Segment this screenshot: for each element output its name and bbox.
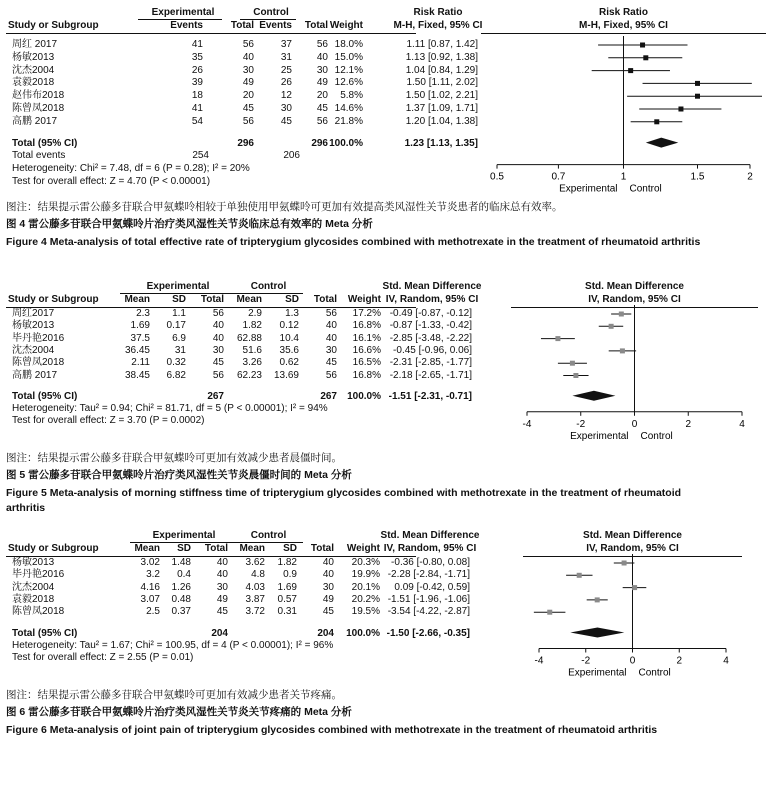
favours-experimental-label: Experimental <box>559 183 618 195</box>
row-value: 16.6% <box>352 344 381 356</box>
events-exp: 254 <box>192 150 209 162</box>
row-value: 45 <box>322 606 334 618</box>
row-ci: 1.20 [1.04, 1.38] <box>405 115 478 127</box>
column-header: Mean <box>134 543 160 554</box>
heterogeneity-text: Heterogeneity: Chi² = 7.48, df = 6 (P = 0.28); I² = 20% <box>12 163 250 175</box>
point-estimate-marker <box>620 348 625 353</box>
row-value: 45 <box>280 115 292 127</box>
forest-plot-area <box>0 531 778 791</box>
study-name: 杨敏2013 <box>12 51 55 63</box>
row-value: 3.2 <box>146 569 160 581</box>
favours-control-label: Control <box>640 430 673 442</box>
tick-label: -4 <box>522 418 532 430</box>
study-header: Study or Subgroup <box>8 20 99 31</box>
point-estimate-marker <box>547 610 552 615</box>
row-value: 2.3 <box>136 308 150 319</box>
effect-title: Std. Mean Difference <box>382 281 482 292</box>
row-value: 31 <box>280 51 292 63</box>
column-header: Total <box>200 294 224 305</box>
figure-note: 图注：结果提示雷公藤多苷联合甲氨蝶呤可更加有效减少患者关节疼痛。 <box>6 688 342 701</box>
row-value: 17.2% <box>352 308 381 319</box>
column-header: Weight <box>329 20 363 31</box>
row-value: 45 <box>316 103 328 114</box>
row-value: 5.8% <box>340 90 363 102</box>
row-value: 49 <box>316 77 328 89</box>
point-estimate-marker <box>695 94 700 99</box>
tick-label: 1 <box>620 171 627 183</box>
row-value: 56 <box>242 115 254 127</box>
tick-label: 0 <box>631 418 638 430</box>
row-value: 30 <box>216 581 228 593</box>
column-header: SD <box>177 543 191 554</box>
effect-title: Std. Mean Difference <box>380 530 480 541</box>
row-value: 49 <box>216 593 228 605</box>
total-label: Total (95% CI) <box>12 627 78 639</box>
row-value: 45 <box>212 357 224 369</box>
row-value: 40 <box>325 332 337 344</box>
point-estimate-marker <box>622 561 627 566</box>
effect-subtitle: M-H, Fixed, 95% CI <box>393 20 483 31</box>
point-estimate-marker <box>628 68 633 73</box>
tick-label: 4 <box>739 418 745 430</box>
row-value: 20.2% <box>351 593 380 605</box>
column-header: Total <box>304 20 328 31</box>
tick-label: 1.5 <box>690 171 705 183</box>
total-value: 296 <box>311 137 328 149</box>
study-header: Study or Subgroup <box>8 543 99 554</box>
figure-caption-en: Figure 4 Meta-analysis of total effective rate of tripterygium glycosides combined with methotrexate in the treatment of rheumatoid arthritis <box>6 235 701 248</box>
study-name: 陈曾凤2018 <box>12 606 65 618</box>
row-value: 12.6% <box>334 77 363 89</box>
row-value: 45 <box>242 103 254 114</box>
row-ci: -0.87 [-1.33, -0.42] <box>389 320 472 332</box>
row-value: 49 <box>242 77 254 89</box>
total-ci: -1.50 [-2.66, -0.35] <box>386 627 470 639</box>
row-value: 12.1% <box>334 64 363 76</box>
heterogeneity-text: Heterogeneity: Tau² = 0.94; Chi² = 81.71, df = 5 (P < 0.00001); I² = 94% <box>12 403 328 415</box>
row-value: 26 <box>191 64 203 76</box>
row-value: 16.8% <box>352 369 381 381</box>
favours-experimental-label: Experimental <box>570 430 629 442</box>
row-value: 36.45 <box>124 344 150 356</box>
row-value: 35.6 <box>279 344 299 356</box>
row-value: 56 <box>325 369 337 381</box>
column-header: Mean <box>239 543 265 554</box>
row-value: 18 <box>191 90 203 102</box>
row-value: 3.26 <box>242 357 262 369</box>
row-ci: -1.51 [-1.96, -1.06] <box>387 593 470 605</box>
row-value: 1.1 <box>172 308 186 319</box>
study-name: 毕丹艳2016 <box>12 332 65 344</box>
forest-plot-fig6 <box>0 531 778 791</box>
row-value: 49 <box>322 593 334 605</box>
point-estimate-marker <box>595 597 600 602</box>
row-value: 56 <box>242 39 254 50</box>
overall-effect-text: Test for overall effect: Z = 4.70 (P < 0.00001) <box>12 176 211 187</box>
row-value: 20.3% <box>351 557 380 568</box>
row-value: 2.11 <box>131 357 150 369</box>
row-value: 3.87 <box>245 593 265 605</box>
row-value: 10.4 <box>279 332 299 344</box>
row-value: 40 <box>316 51 328 63</box>
tick-label: -2 <box>581 655 591 667</box>
figure-caption-cn: 图 6 雷公藤多苷联合甲氨蝶呤片治疗类风湿性关节炎关节疼痛的 Meta 分析 <box>6 705 352 718</box>
study-name: 沈杰2004 <box>12 64 55 76</box>
study-name: 杨敏2013 <box>12 320 55 332</box>
row-value: 37.5 <box>130 332 150 344</box>
row-value: 3.02 <box>140 557 160 568</box>
row-value: 16.5% <box>352 357 381 369</box>
column-header: Total <box>310 543 334 554</box>
row-value: 56 <box>325 308 337 319</box>
row-value: 26 <box>280 77 292 89</box>
row-value: 40 <box>216 569 228 581</box>
forest-plot-fig5 <box>0 282 778 542</box>
study-name: 周红 2017 <box>12 39 58 50</box>
row-ci: -0.45 [-0.96, 0.06] <box>393 344 472 356</box>
point-estimate-marker <box>619 312 624 317</box>
total-value: 204 <box>211 627 228 639</box>
group-experimental-label: Experimental <box>146 281 210 292</box>
overall-effect-text: Test for overall effect: Z = 3.70 (P = 0.0002) <box>12 415 205 427</box>
tick-label: 2 <box>685 418 692 430</box>
heterogeneity-text: Heterogeneity: Tau² = 1.67; Chi² = 100.95, df = 4 (P < 0.00001); I² = 96% <box>12 639 334 651</box>
plot-title: Risk Ratio <box>599 7 648 18</box>
row-value: 15.0% <box>334 51 363 63</box>
row-value: 0.48 <box>171 593 191 605</box>
total-value: 100.0% <box>346 627 380 639</box>
forest-plot-fig4 <box>0 8 778 268</box>
row-ci: -0.49 [-0.87, -0.12] <box>389 308 472 319</box>
row-value: 30 <box>242 64 254 76</box>
row-ci: 1.11 [0.87, 1.42] <box>406 39 478 50</box>
group-control-label: Control <box>250 530 287 541</box>
point-estimate-marker <box>577 573 582 578</box>
point-estimate-marker <box>678 107 683 112</box>
column-header: Events <box>170 20 203 31</box>
row-value: 45 <box>216 606 228 618</box>
row-value: 13.69 <box>273 369 299 381</box>
point-estimate-marker <box>643 55 648 60</box>
row-value: 54 <box>191 115 203 127</box>
row-value: 2.5 <box>146 606 160 618</box>
point-estimate-marker <box>609 324 614 329</box>
row-ci: 1.50 [1.02, 2.21] <box>405 90 478 102</box>
column-header: Weight <box>347 294 381 305</box>
row-value: 40 <box>216 557 228 568</box>
row-value: 1.26 <box>171 581 191 593</box>
pooled-diamond <box>570 628 624 638</box>
plot-title: Std. Mean Difference <box>585 281 684 292</box>
study-name: 陈曾凤2018 <box>12 357 65 369</box>
row-value: 0.12 <box>279 320 299 332</box>
figure-caption-cn: 图 4 雷公藤多苷联合甲氨蝶呤片治疗类风湿性关节炎临床总有效率的 Meta 分析 <box>6 217 373 230</box>
row-ci: 1.50 [1.11, 2.02] <box>406 77 478 89</box>
row-value: 40 <box>242 51 254 63</box>
row-value: 40 <box>322 569 334 581</box>
study-name: 袁毅2018 <box>12 593 55 605</box>
events-label: Total events <box>12 150 66 162</box>
total-label: Total (95% CI) <box>12 137 78 149</box>
row-value: 6.82 <box>166 369 186 381</box>
row-value: 40 <box>212 320 224 332</box>
group-control-label: Control <box>250 281 287 292</box>
row-value: 6.9 <box>172 332 186 344</box>
column-header: Total <box>230 20 254 31</box>
column-header: SD <box>283 543 297 554</box>
row-value: 4.03 <box>245 581 265 593</box>
row-value: 30 <box>212 344 224 356</box>
effect-subtitle: IV, Random, 95% CI <box>385 294 479 305</box>
favours-experimental-label: Experimental <box>568 667 627 679</box>
row-value: 51.6 <box>242 344 262 356</box>
row-value: 0.37 <box>171 606 191 618</box>
pooled-diamond <box>646 138 678 148</box>
total-value: 267 <box>320 390 337 402</box>
column-header: Events <box>259 20 292 31</box>
row-value: 62.88 <box>236 332 262 344</box>
row-value: 0.17 <box>166 320 186 332</box>
row-value: 18.0% <box>334 39 363 50</box>
point-estimate-marker <box>640 43 645 48</box>
plot-subtitle: M-H, Fixed, 95% CI <box>579 20 668 31</box>
row-value: 3.07 <box>140 593 160 605</box>
study-name: 袁毅2018 <box>12 77 55 89</box>
row-value: 39 <box>191 77 203 89</box>
row-value: 16.8% <box>352 320 381 332</box>
column-header: Mean <box>236 294 262 305</box>
row-value: 19.5% <box>351 606 380 618</box>
row-value: 0.57 <box>277 593 297 605</box>
total-ci: -1.51 [-2.31, -0.71] <box>388 390 472 402</box>
tick-label: -4 <box>534 655 544 667</box>
point-estimate-marker <box>555 336 560 341</box>
point-estimate-marker <box>573 373 578 378</box>
column-header: SD <box>285 294 299 305</box>
row-value: 30 <box>316 64 328 76</box>
row-value: 1.48 <box>171 557 191 568</box>
study-name: 高鹏 2017 <box>12 369 58 381</box>
tick-label: 0.7 <box>551 171 566 183</box>
row-value: 0.4 <box>177 569 191 581</box>
row-value: 0.32 <box>166 357 186 369</box>
study-name: 沈杰2004 <box>12 344 55 356</box>
row-value: 45 <box>325 357 337 369</box>
tick-label: 2 <box>747 171 753 183</box>
row-value: 30 <box>322 581 334 593</box>
row-value: 3.72 <box>245 606 265 618</box>
row-ci: -2.31 [-2.85, -1.77] <box>389 357 472 369</box>
row-value: 41 <box>191 103 203 114</box>
row-value: 0.62 <box>279 357 299 369</box>
row-value: 1.69 <box>277 581 297 593</box>
group-control-label: Control <box>253 7 289 18</box>
effect-subtitle: IV, Random, 95% CI <box>383 543 477 554</box>
row-ci: -2.18 [-2.65, -1.71] <box>389 369 472 381</box>
row-value: 14.6% <box>334 103 363 114</box>
study-name: 杨敏2013 <box>12 557 55 568</box>
study-name: 沈杰2004 <box>12 581 55 593</box>
total-value: 204 <box>317 627 334 639</box>
row-value: 56 <box>212 308 224 319</box>
row-value: 56 <box>316 115 328 127</box>
point-estimate-marker <box>632 585 637 590</box>
study-name: 周红2017 <box>12 308 55 319</box>
point-estimate-marker <box>654 119 659 124</box>
total-value: 267 <box>207 390 224 402</box>
point-estimate-marker <box>570 361 575 366</box>
row-value: 1.69 <box>130 320 150 332</box>
row-value: 56 <box>316 39 328 50</box>
study-name: 毕丹艳2016 <box>12 569 65 581</box>
row-ci: -3.54 [-4.22, -2.87] <box>387 606 470 618</box>
total-ci: 1.23 [1.13, 1.35] <box>404 137 478 149</box>
row-ci: -2.85 [-3.48, -2.22] <box>389 332 472 344</box>
row-value: 30 <box>280 103 292 114</box>
figure-note: 图注：结果提示雷公藤多苷联合甲氨蝶呤可更加有效减少患者晨僵时间。 <box>6 451 342 464</box>
column-header: SD <box>172 294 186 305</box>
row-value: 4.16 <box>140 581 160 593</box>
row-value: 1.3 <box>285 308 299 319</box>
group-experimental-label: Experimental <box>151 7 215 18</box>
row-value: 12 <box>280 90 292 102</box>
row-value: 1.82 <box>242 320 262 332</box>
figure-caption-cn: 图 5 雷公藤多苷联合甲氨蝶呤片治疗类风湿性关节炎晨僵时间的 Meta 分析 <box>6 468 352 481</box>
column-header: Total <box>204 543 228 554</box>
figure-caption-en-continued: arthritis <box>6 501 46 514</box>
figure-caption-en: Figure 6 Meta-analysis of joint pain of tripterygium glycosides combined with methotrexate in the treatment of rheumatoid arthritis <box>6 723 658 736</box>
row-value: 19.9% <box>351 569 380 581</box>
group-experimental-label: Experimental <box>152 530 216 541</box>
events-ctrl: 206 <box>283 150 300 162</box>
row-value: 1.82 <box>277 557 297 568</box>
row-value: 40 <box>322 557 334 568</box>
plot-subtitle: IV, Random, 95% CI <box>586 543 679 554</box>
tick-label: 0.5 <box>490 171 504 183</box>
row-value: 41 <box>191 39 203 50</box>
row-ci: 0.09 [-0.42, 0.59] <box>394 581 470 593</box>
row-value: 21.8% <box>334 115 363 127</box>
row-value: 2.9 <box>248 308 262 319</box>
total-value: 100.0% <box>329 137 363 149</box>
row-ci: 1.37 [1.09, 1.71] <box>405 103 478 114</box>
row-value: 4.8 <box>251 569 265 581</box>
total-value: 296 <box>237 137 254 149</box>
study-name: 陈曾凤2018 <box>12 103 65 114</box>
row-value: 40 <box>212 332 224 344</box>
study-name: 赵伟布2018 <box>12 90 65 102</box>
study-name: 高鹏 2017 <box>12 115 58 127</box>
point-estimate-marker <box>695 81 700 86</box>
row-ci: 1.04 [0.84, 1.29] <box>405 64 478 76</box>
column-header: Total <box>313 294 337 305</box>
row-value: 25 <box>280 64 292 76</box>
row-value: 37 <box>280 39 292 50</box>
row-value: 38.45 <box>124 369 150 381</box>
forest-plot-area <box>0 282 778 542</box>
row-value: 20 <box>242 90 254 102</box>
row-ci: -0.36 [-0.80, 0.08] <box>391 557 470 568</box>
row-value: 62.23 <box>236 369 262 381</box>
study-header: Study or Subgroup <box>8 294 99 305</box>
figure-note: 图注：结果提示雷公藤多苷联合甲氨蝶呤相较于单独使用甲氨蝶呤可更加有效提高类风湿性关节炎患者的临床总有效率。 <box>6 200 563 213</box>
row-value: 40 <box>325 320 337 332</box>
row-value: 56 <box>212 369 224 381</box>
effect-title: Risk Ratio <box>413 7 463 18</box>
row-value: 31 <box>174 344 186 356</box>
row-value: 16.1% <box>352 332 381 344</box>
row-value: 35 <box>191 51 203 63</box>
tick-label: 0 <box>629 655 636 667</box>
total-value: 100.0% <box>347 390 381 402</box>
row-value: 30 <box>325 344 337 356</box>
row-value: 20.1% <box>351 581 380 593</box>
column-header: Weight <box>346 543 380 554</box>
row-value: 0.9 <box>283 569 297 581</box>
pooled-diamond <box>572 391 615 401</box>
favours-control-label: Control <box>638 667 671 679</box>
row-value: 0.31 <box>277 606 297 618</box>
row-value: 3.62 <box>245 557 265 568</box>
tick-label: 2 <box>676 655 683 667</box>
row-ci: 1.13 [0.92, 1.38] <box>405 51 478 63</box>
overall-effect-text: Test for overall effect: Z = 2.55 (P = 0.01) <box>12 652 194 664</box>
total-label: Total (95% CI) <box>12 390 78 402</box>
tick-label: 4 <box>723 655 729 667</box>
row-ci: -2.28 [-2.84, -1.71] <box>387 569 470 581</box>
row-value: 20 <box>316 90 328 102</box>
tick-label: -2 <box>576 418 586 430</box>
favours-control-label: Control <box>629 183 662 195</box>
plot-subtitle: IV, Random, 95% CI <box>588 294 681 305</box>
column-header: Mean <box>124 294 150 305</box>
figure-caption-en: Figure 5 Meta-analysis of morning stiffness time of tripterygium glycosides combined with methotrexate in the treatment of rheumatoid <box>6 486 682 499</box>
plot-title: Std. Mean Difference <box>583 530 682 541</box>
